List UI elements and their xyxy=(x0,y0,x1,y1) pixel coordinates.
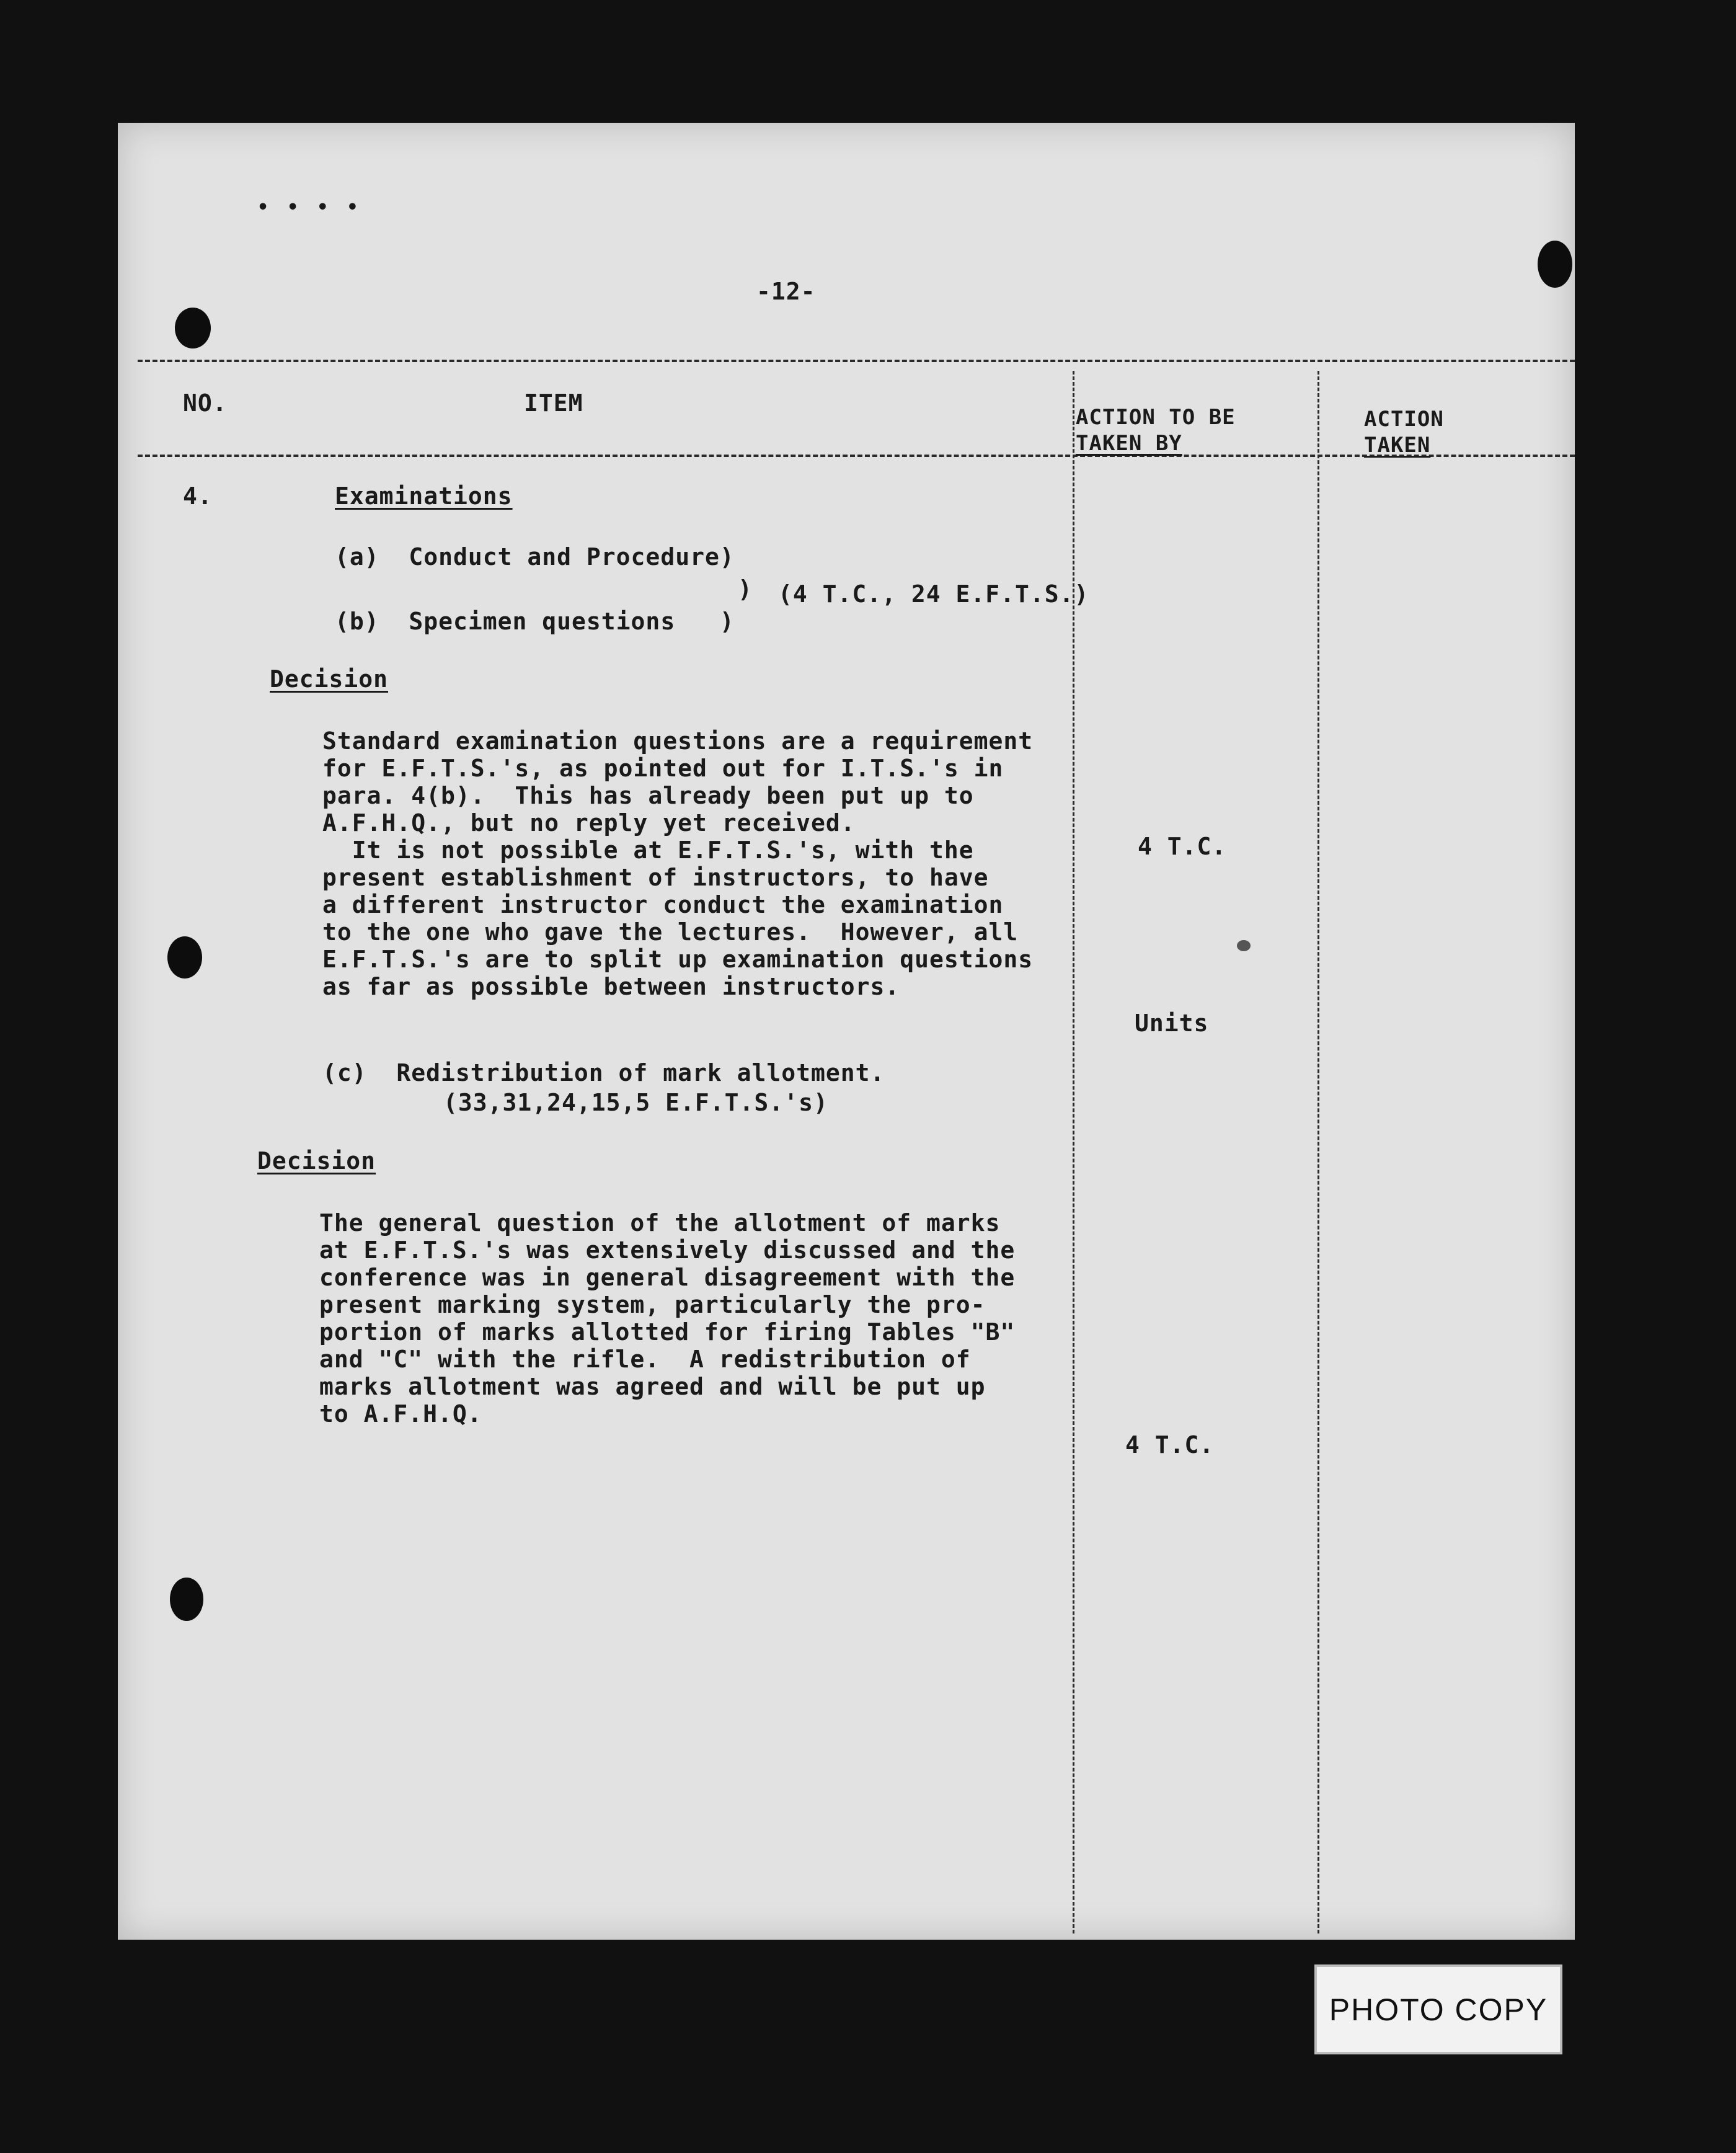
punch-hole-bottom-left xyxy=(170,1578,203,1621)
header-dots: • • • • xyxy=(257,197,362,218)
paragraph-line: para. 4(b). This has already been put up to xyxy=(322,782,974,809)
decision-1-label: Decision xyxy=(270,665,389,693)
paragraph-line: present establishment of instructors, to have xyxy=(322,864,989,891)
header-item: ITEM xyxy=(524,389,583,417)
header-action-by-line1: ACTION TO BE xyxy=(1076,405,1236,430)
paragraph-line: portion of marks allotted for firing Tables "B" xyxy=(319,1318,1016,1346)
action-by-1: 4 T.C. xyxy=(1138,833,1227,860)
sub-items-reference: (4 T.C., 24 E.F.T.S.) xyxy=(778,580,1089,608)
paragraph-line: and "C" with the rifle. A redistribution of xyxy=(319,1346,971,1373)
paragraph-line: to A.F.H.Q. xyxy=(319,1400,482,1427)
punch-hole-middle-left xyxy=(167,936,202,979)
header-no: NO. xyxy=(183,389,228,417)
paragraph-line: It is not possible at E.F.T.S.'s, with the xyxy=(322,837,974,864)
paragraph-line: a different instructor conduct the examination xyxy=(322,891,1004,918)
paragraph-line: as far as possible between instructors. xyxy=(322,973,900,1000)
column-divider-action-taken xyxy=(1318,371,1319,1933)
paragraph-line: A.F.H.Q., but no reply yet received. xyxy=(322,809,856,837)
paragraph-line: at E.F.T.S.'s was extensively discussed and the xyxy=(319,1236,1016,1264)
item-title: Examinations xyxy=(335,482,513,510)
paragraph-line: to the one who gave the lectures. However, all xyxy=(322,918,1019,946)
decision-1-paragraph xyxy=(322,727,1033,1000)
item-number: 4. xyxy=(183,482,213,510)
paragraph-line: marks allotment was agreed and will be put up xyxy=(319,1373,986,1400)
action-by-2: Units xyxy=(1135,1010,1209,1037)
paragraph-line: present marking system, particularly the pro- xyxy=(319,1291,986,1318)
paragraph-line: conference was in general disagreement with the xyxy=(319,1264,1016,1291)
table-header-rule xyxy=(138,455,1575,457)
paragraph-line: Standard examination questions are a requirement xyxy=(322,727,1034,755)
decision-2-label: Decision xyxy=(257,1147,376,1174)
sub-item-a: (a) Conduct and Procedure) xyxy=(335,543,735,570)
decision-2-paragraph xyxy=(319,1209,1015,1427)
header-action-taken-line1: ACTION xyxy=(1364,407,1444,432)
brace-middle: ) xyxy=(738,575,753,603)
header-action-by-line2: TAKEN BY xyxy=(1076,431,1182,456)
punch-hole-top-right xyxy=(1538,241,1572,288)
page-number: -12- xyxy=(756,278,816,305)
sub-item-c-units: (33,31,24,15,5 E.F.T.S.'s) xyxy=(443,1089,828,1116)
sub-item-c: (c) Redistribution of mark allotment. xyxy=(322,1059,885,1086)
ink-smudge xyxy=(1237,940,1251,951)
punch-hole-top-left xyxy=(175,308,211,348)
action-by-3: 4 T.C. xyxy=(1125,1431,1215,1458)
table-top-rule xyxy=(138,360,1575,362)
paragraph-line: for E.F.T.S.'s, as pointed out for I.T.S.'s in xyxy=(322,755,1004,782)
photo-copy-stamp: PHOTO COPY xyxy=(1314,1964,1562,2054)
sub-item-b: (b) Specimen questions ) xyxy=(335,608,735,635)
paragraph-line: E.F.T.S.'s are to split up examination questions xyxy=(322,946,1034,973)
paragraph-line: The general question of the allotment of marks xyxy=(319,1209,1001,1236)
document-page xyxy=(118,123,1575,1940)
header-action-taken-line2: TAKEN xyxy=(1364,433,1431,458)
